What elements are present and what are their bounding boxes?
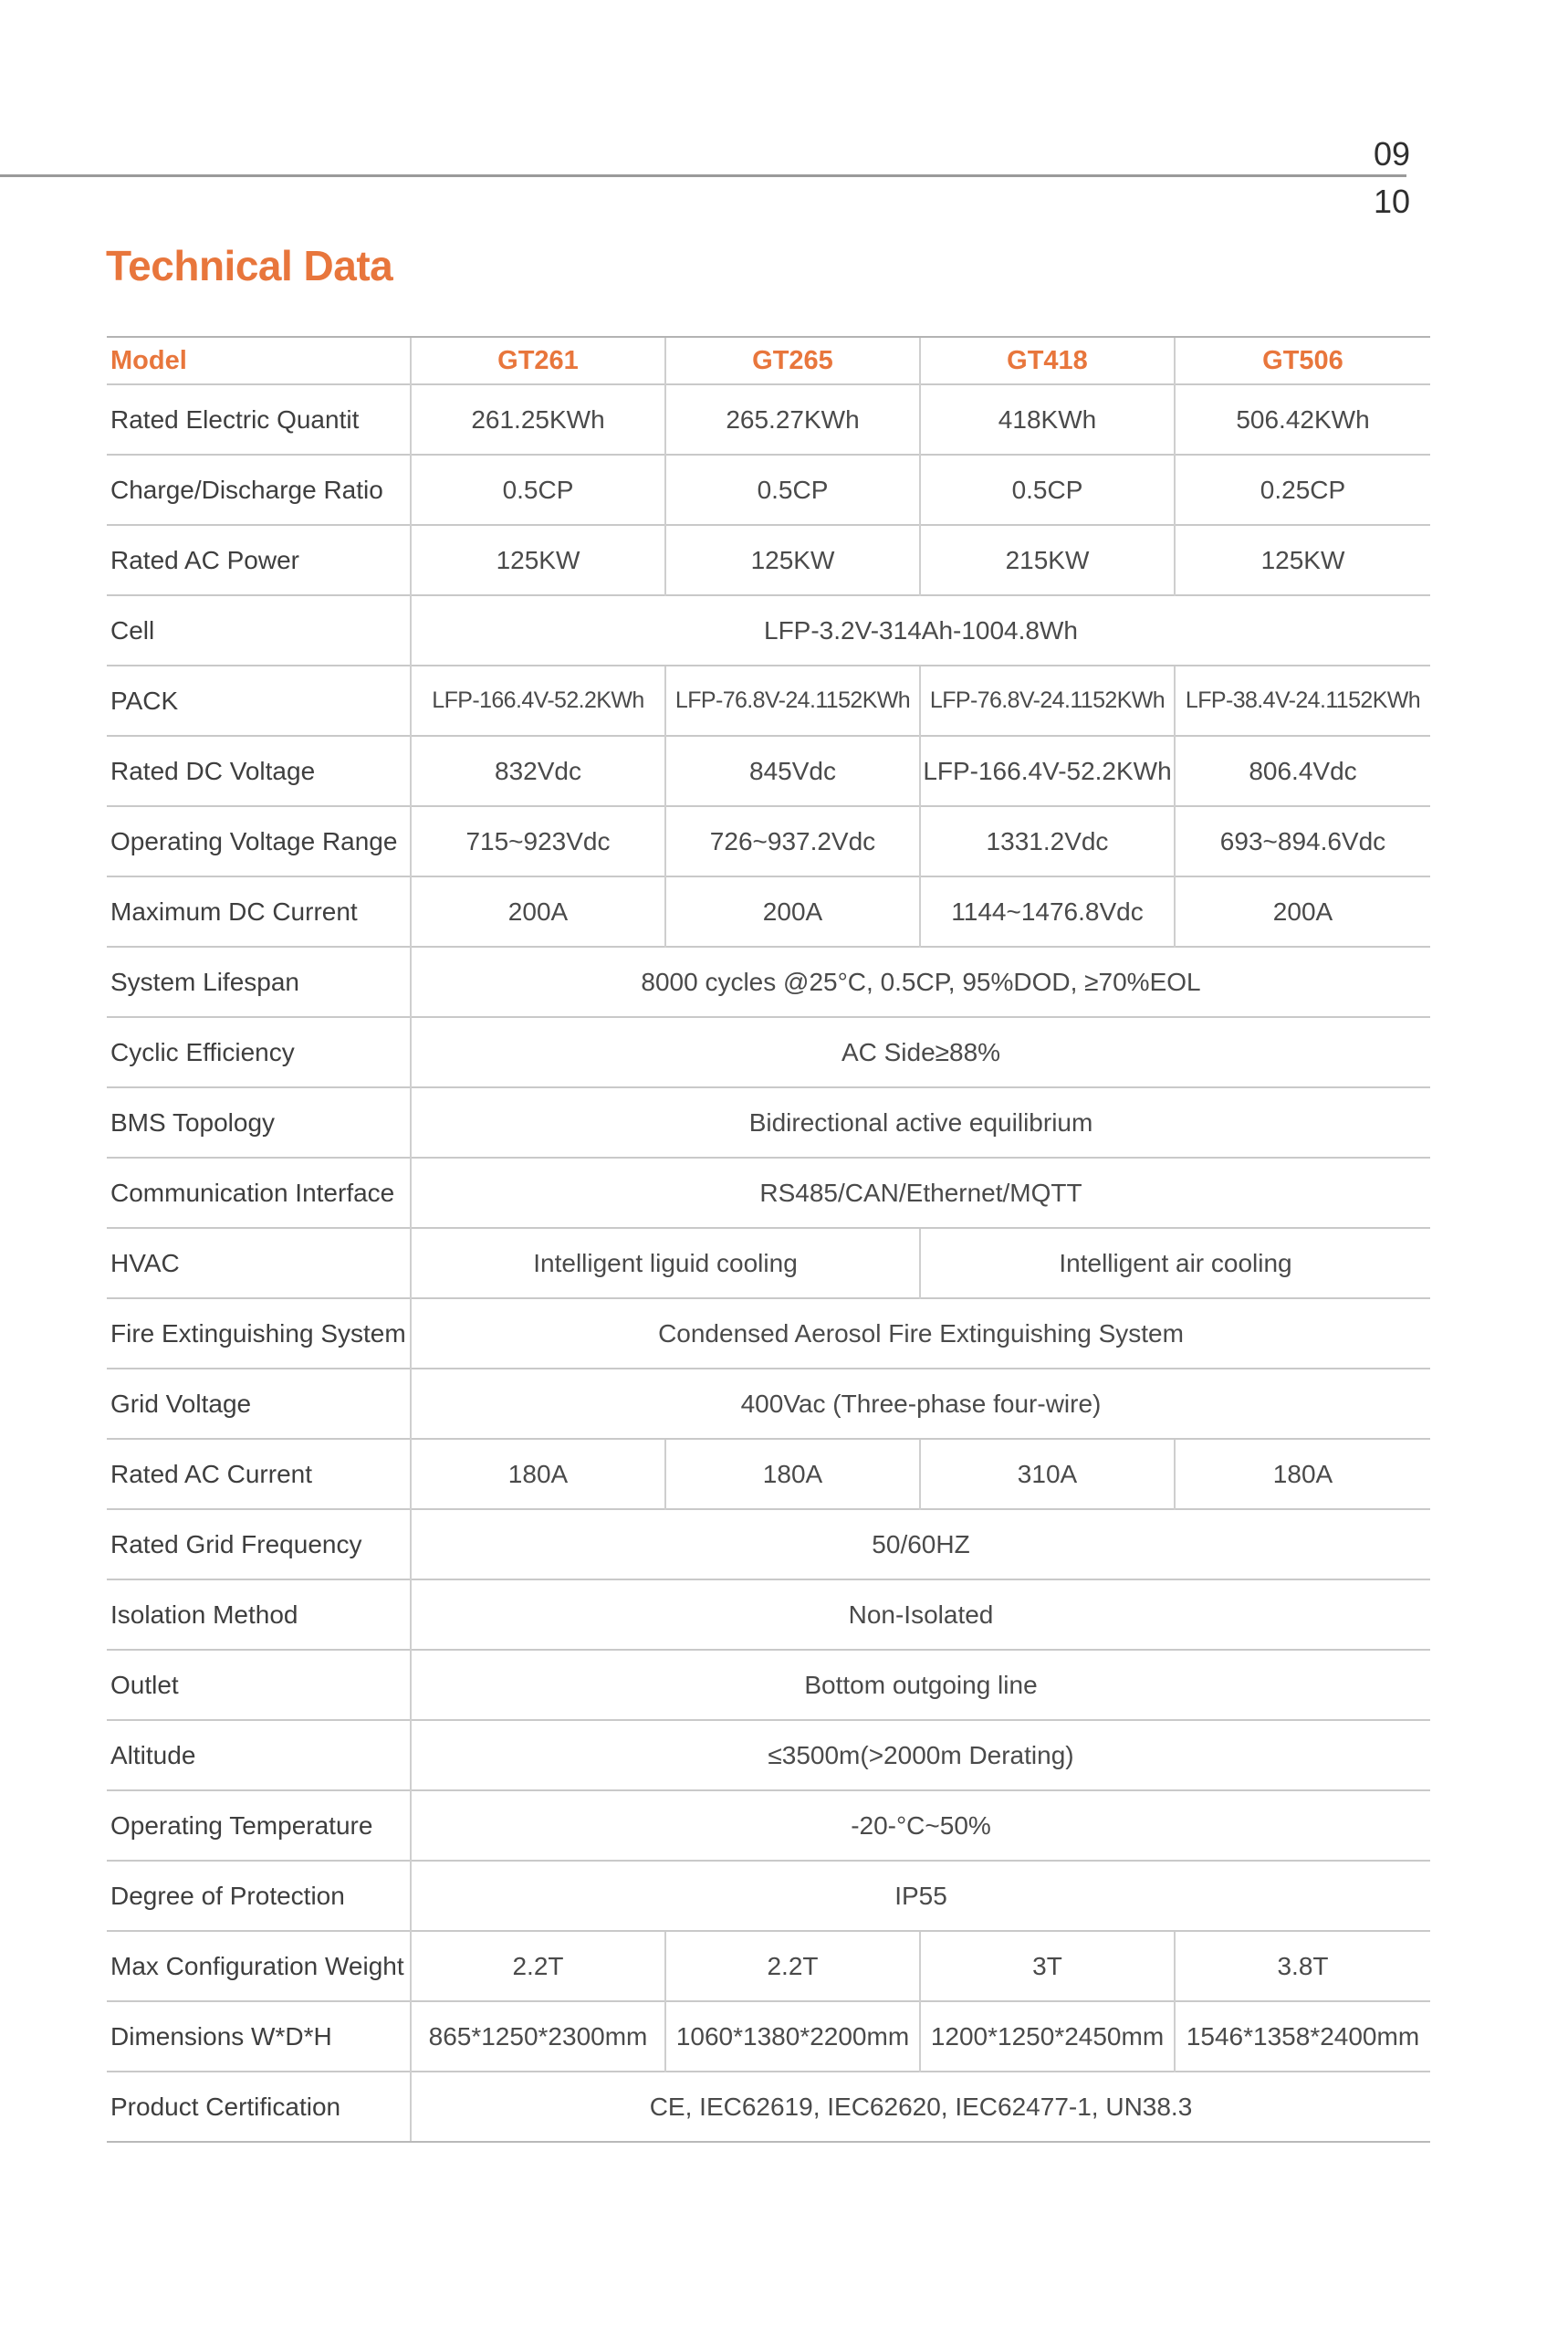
table-row: [107, 876, 1430, 947]
cell-value: LFP-3.2V-314Ah-1004.8Wh: [411, 595, 1430, 666]
column-header-gt265: GT265: [665, 337, 920, 384]
table-row: [107, 947, 1430, 1017]
row-label: BMS Topology: [107, 1087, 411, 1158]
column-header-gt261: GT261: [411, 337, 665, 384]
cell-value: 2.2T: [665, 1931, 920, 2001]
row-label: Max Configuration Weight: [107, 1931, 411, 2001]
row-label: Outlet: [107, 1650, 411, 1720]
row-label: Cyclic Efficiency: [107, 1017, 411, 1087]
cell-value: LFP-166.4V-52.2KWh: [411, 666, 665, 736]
cell-value: Intelligent air cooling: [920, 1228, 1430, 1298]
cell-value: 693~894.6Vdc: [1175, 806, 1430, 876]
table-row: [107, 1158, 1430, 1228]
cell-value: Bottom outgoing line: [411, 1650, 1430, 1720]
row-label: Operating Voltage Range: [107, 806, 411, 876]
cell-value: 125KW: [1175, 525, 1430, 595]
row-label: Maximum DC Current: [107, 876, 411, 947]
row-label: Product Certification: [107, 2072, 411, 2142]
cell-value: 261.25KWh: [411, 384, 665, 455]
page-title: Technical Data: [106, 242, 393, 289]
technical-data-table: [107, 336, 1430, 2143]
table-row: [107, 1439, 1430, 1509]
cell-value: AC Side≥88%: [411, 1017, 1430, 1087]
table-header-row: [107, 337, 1430, 384]
table-row: [107, 1579, 1430, 1650]
table-row: [107, 736, 1430, 806]
row-label: Communication Interface: [107, 1158, 411, 1228]
cell-value: 832Vdc: [411, 736, 665, 806]
cell-value: 180A: [411, 1439, 665, 1509]
cell-value: 806.4Vdc: [1175, 736, 1430, 806]
row-label: Degree of Protection: [107, 1861, 411, 1931]
cell-value: 2.2T: [411, 1931, 665, 2001]
row-label: Rated Electric Quantit: [107, 384, 411, 455]
cell-value: 3.8T: [1175, 1931, 1430, 2001]
header-rule-line: [0, 174, 1406, 177]
table-row: [107, 1509, 1430, 1579]
cell-value: 125KW: [665, 525, 920, 595]
cell-value: 0.5CP: [665, 455, 920, 525]
row-label: Fire Extinguishing System: [107, 1298, 411, 1369]
cell-value: CE, IEC62619, IEC62620, IEC62477-1, UN38.3: [411, 2072, 1430, 2142]
cell-value: Bidirectional active equilibrium: [411, 1087, 1430, 1158]
cell-value: LFP-166.4V-52.2KWh: [920, 736, 1175, 806]
table-row: [107, 455, 1430, 525]
cell-value: 265.27KWh: [665, 384, 920, 455]
cell-value: 8000 cycles @25°C, 0.5CP, 95%DOD, ≥70%EOL: [411, 947, 1430, 1017]
table-row: [107, 1298, 1430, 1369]
cell-value: 180A: [665, 1439, 920, 1509]
table-row: [107, 595, 1430, 666]
row-label: Charge/Discharge Ratio: [107, 455, 411, 525]
cell-value: Non-Isolated: [411, 1579, 1430, 1650]
table-row: [107, 666, 1430, 736]
cell-value: RS485/CAN/Ethernet/MQTT: [411, 1158, 1430, 1228]
row-label: Rated Grid Frequency: [107, 1509, 411, 1579]
row-label: Altitude: [107, 1720, 411, 1790]
cell-value: 1144~1476.8Vdc: [920, 876, 1175, 947]
cell-value: 865*1250*2300mm: [411, 2001, 665, 2072]
table-row: [107, 1017, 1430, 1087]
row-label: Rated DC Voltage: [107, 736, 411, 806]
cell-value: 0.25CP: [1175, 455, 1430, 525]
cell-value: 180A: [1175, 1439, 1430, 1509]
cell-value: LFP-38.4V-24.1152KWh: [1175, 666, 1430, 736]
cell-value: 418KWh: [920, 384, 1175, 455]
model-header-cell: Model: [107, 337, 411, 384]
cell-value: IP55: [411, 1861, 1430, 1931]
table-row: [107, 384, 1430, 455]
table-row: [107, 1228, 1430, 1298]
cell-value: 50/60HZ: [411, 1509, 1430, 1579]
cell-value: 200A: [1175, 876, 1430, 947]
cell-value: Intelligent liguid cooling: [411, 1228, 920, 1298]
cell-value: 0.5CP: [411, 455, 665, 525]
row-label: Isolation Method: [107, 1579, 411, 1650]
cell-value: 200A: [411, 876, 665, 947]
cell-value: LFP-76.8V-24.1152KWh: [920, 666, 1175, 736]
cell-value: 1060*1380*2200mm: [665, 2001, 920, 2072]
cell-value: 726~937.2Vdc: [665, 806, 920, 876]
page-number-bottom: 10: [1373, 183, 1410, 220]
table-row: [107, 1790, 1430, 1861]
cell-value: LFP-76.8V-24.1152KWh: [665, 666, 920, 736]
cell-value: 715~923Vdc: [411, 806, 665, 876]
cell-value: 1331.2Vdc: [920, 806, 1175, 876]
row-label: Dimensions W*D*H: [107, 2001, 411, 2072]
cell-value: 400Vac (Three-phase four-wire): [411, 1369, 1430, 1439]
cell-value: ≤3500m(>2000m Derating): [411, 1720, 1430, 1790]
cell-value: 845Vdc: [665, 736, 920, 806]
column-header-gt418: GT418: [920, 337, 1175, 384]
cell-value: 1546*1358*2400mm: [1175, 2001, 1430, 2072]
page-number-top: 09: [1373, 135, 1410, 173]
row-label: System Lifespan: [107, 947, 411, 1017]
cell-value: 0.5CP: [920, 455, 1175, 525]
table-row: [107, 1650, 1430, 1720]
table-row: [107, 1861, 1430, 1931]
table-row: [107, 806, 1430, 876]
table-row: [107, 1087, 1430, 1158]
table-row: [107, 1931, 1430, 2001]
row-label: Grid Voltage: [107, 1369, 411, 1439]
cell-value: 215KW: [920, 525, 1175, 595]
row-label: Rated AC Current: [107, 1439, 411, 1509]
cell-value: 200A: [665, 876, 920, 947]
row-label: Operating Temperature: [107, 1790, 411, 1861]
cell-value: 125KW: [411, 525, 665, 595]
cell-value: 1200*1250*2450mm: [920, 2001, 1175, 2072]
table-row: [107, 2001, 1430, 2072]
row-label: HVAC: [107, 1228, 411, 1298]
table-row: [107, 2072, 1430, 2142]
table-row: [107, 1720, 1430, 1790]
column-header-gt506: GT506: [1175, 337, 1430, 384]
row-label: Cell: [107, 595, 411, 666]
cell-value: 506.42KWh: [1175, 384, 1430, 455]
table-row: [107, 525, 1430, 595]
table-row: [107, 1369, 1430, 1439]
row-label: PACK: [107, 666, 411, 736]
cell-value: 310A: [920, 1439, 1175, 1509]
cell-value: 3T: [920, 1931, 1175, 2001]
cell-value: Condensed Aerosol Fire Extinguishing System: [411, 1298, 1430, 1369]
row-label: Rated AC Power: [107, 525, 411, 595]
cell-value: -20-°C~50%: [411, 1790, 1430, 1861]
